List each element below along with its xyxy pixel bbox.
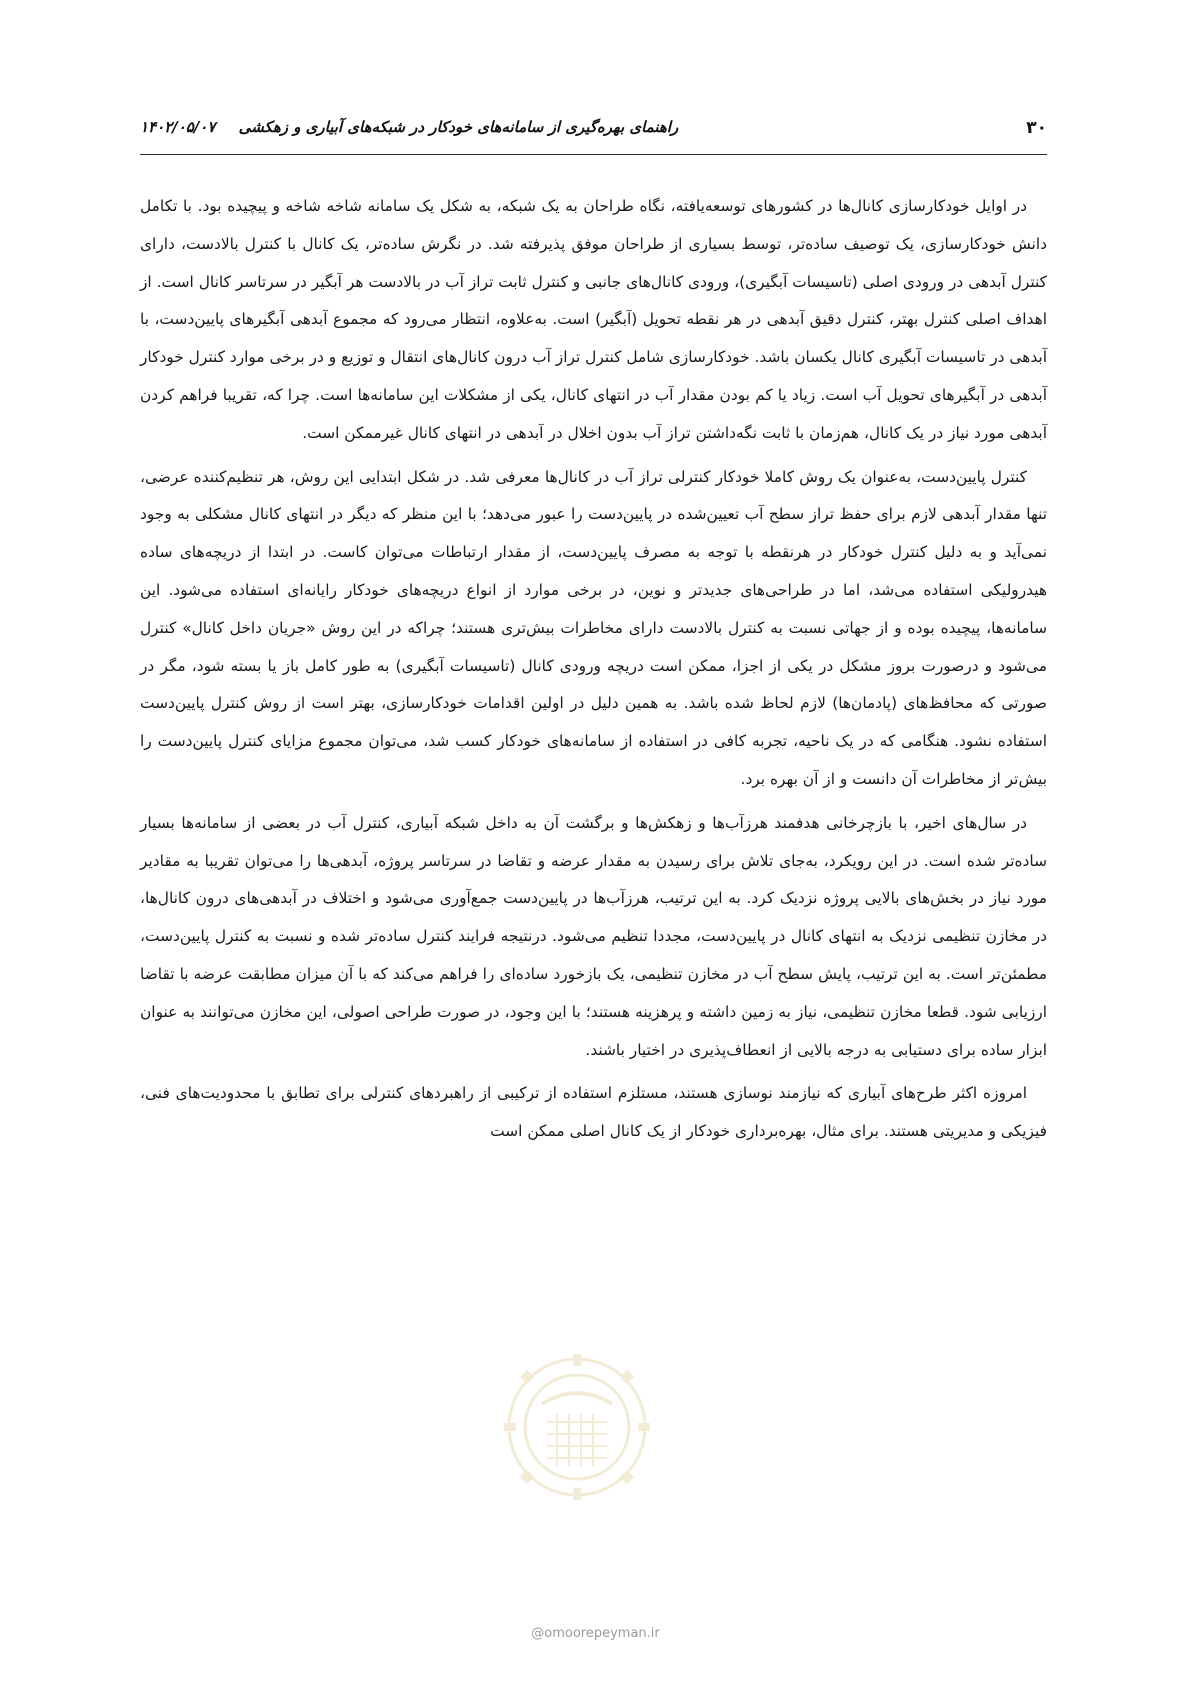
header-document-title: راهنمای بهره‌گیری از سامانه‌های خودکار در شبکه‌های آبیاری و زهکشی: [238, 118, 679, 136]
paragraph-1: در اوایل خودکارسازی کانال‌ها در کشورهای توسعه‌یافته، نگاه طراحان به یک شبکه، به شکل یک سامانه شاخه شاخه و پیچیده بود. با تکامل دانش خودکارسازی، یک توصیف ساده‌تر، توسط بسیاری از طراحان موفق پذیرفته شد. در نگرش ساده‌تر، یک کانال با کنترل بالادست، دارای کنترل آبدهی در ورودی اصلی (تاسیسات آبگیری)، ورودی کانال‌های جانبی و کنترل ثابت تراز آب در بالادست هر آبگیر در سرتاسر کانال است. از اهداف اصلی کنترل بهتر، کنترل دقیق آبدهی در هر نقطه تحویل (آبگیر) است. به‌علاوه، انتظار می‌رود که مجموع آبدهی آبگیرهای پایین‌دست، با آبدهی در تاسیسات آبگیری کانال یکسان باشد. خودکارسازی شامل کنترل تراز آب درون کانال‌های انتقال و توزیع و در برخی موارد کنترل خودکار آبدهی در آبگیرهای تحویل آب است. زیاد یا کم بودن مقدار آب در انتهای کانال، یکی از مشکلات این سامانه‌ها است. چرا که، تقریبا فراهم کردن آبدهی مورد نیاز در یک کانال، هم‌زمان با ثابت نگه‌داشتن تراز آب بدون اخلال در آبدهی در انتهای کانال غیرممکن است.: [140, 197, 1047, 442]
watermark-logo-icon: [502, 1352, 652, 1502]
body-text: [140, 188, 1047, 1157]
page-number: ۳۰: [1026, 118, 1047, 138]
paragraph-2: کنترل پایین‌دست، به‌عنوان یک روش کاملا خودکار کنترلی تراز آب در کانال‌ها معرفی شد. در شکل ابتدایی این روش، هر تنظیم‌کننده عرضی، تنها مقدار آبدهی لازم برای حفظ تراز سطح آب تعیین‌شده در پایین‌دست را عبور می‌دهد؛ با این منظر که دیگر در انتهای کانال مشکلی به وجود نمی‌آید و به دلیل کنترل خودکار در هرنقطه با توجه به مصرف پایین‌دست، از مقدار ارتباطات می‌توان کاست. در ابتدا از دریچه‌های ساده هیدرولیکی استفاده می‌شد، اما در طراحی‌های جدیدتر و نوین، در برخی موارد از انواع دریچه‌های خودکار رایانه‌ای استفاده می‌شود. این سامانه‌ها، پیچیده بوده و از جهاتی نسبت به کنترل بالادست دارای مخاطرات بیش‌تری هستند؛ چراکه در این روش «جریان داخل کانال» کنترل می‌شود و درصورت بروز مشکل در یکی از اجزا، ممکن است دریچه ورودی کانال (تاسیسات آبگیری) به طور کامل باز یا بسته شود، مگر در صورتی که محافظ‌های (پادمان‌ها) لازم لحاظ شده باشد. به همین دلیل در اولین اقدامات خودکارسازی، بهتر است از روش کنترل پایین‌دست استفاده نشود. هنگامی که در یک ناحیه، تجربه کافی در استفاده از سامانه‌های خودکار کسب شد، می‌توان مجموع مزایای کنترل پایین‌دست را بیش‌تر از مخاطرات آن دانست و از آن بهره برد.: [140, 467, 1047, 788]
header-divider: [140, 154, 1047, 155]
running-title: [140, 118, 678, 136]
watermark-url: @omoorepeyman.ir: [531, 1626, 660, 1641]
header-date: ۱۴۰۲/۰۵/۰۷: [140, 118, 216, 136]
paragraph-4: امروزه اکثر طرح‌های آبیاری که نیازمند نوسازی هستند، مستلزم استفاده از ترکیبی از راهبردهای کنترلی برای تطابق با محدودیت‌های فنی، فیزیکی و مدیریتی هستند. برای مثال، بهره‌برداری خودکار از یک کانال اصلی ممکن است: [140, 1084, 1047, 1141]
page-header: [140, 118, 1047, 148]
paragraph-3: در سال‌های اخیر، با بازچرخانی هدفمند هرزآب‌ها و زهکش‌ها و برگشت آن به داخل شبکه آبیاری، کنترل آب در بعضی از سامانه‌ها بسیار ساده‌تر شده است. در این رویکرد، به‌جای تلاش برای رسیدن به مقدار عرضه و تقاضا در سرتاسر پروژه، آبدهی‌ها را می‌توان تقریبا به مقادیر مورد نیاز در بخش‌های بالایی پروژه نزدیک کرد. به این ترتیب، هرزآب‌ها در پایین‌دست جمع‌آوری می‌شود و اختلاف در آبدهی‌های درون کانال‌ها، در مخازن تنظیمی نزدیک به انتهای کانال در پایین‌دست، مجددا تنظیم می‌شود. درنتیجه فرایند کنترل ساده‌تر شده و نسبت به کنترل پایین‌دست، مطمئن‌تر است. به این ترتیب، پایش سطح آب در مخازن تنظیمی، یک بازخورد ساده‌ای را فراهم می‌کند که با آن میزان مطابقت عرضه با تقاضا ارزیابی شود. قطعا مخازن تنظیمی، نیاز به زمین داشته و پرهزینه هستند؛ با این وجود، در صورت طراحی اصولی، این مخازن می‌توانند به عنوان ابزار ساده برای دستیابی به درجه بالایی از انعطاف‌پذیری در اختیار باشند.: [140, 813, 1047, 1059]
